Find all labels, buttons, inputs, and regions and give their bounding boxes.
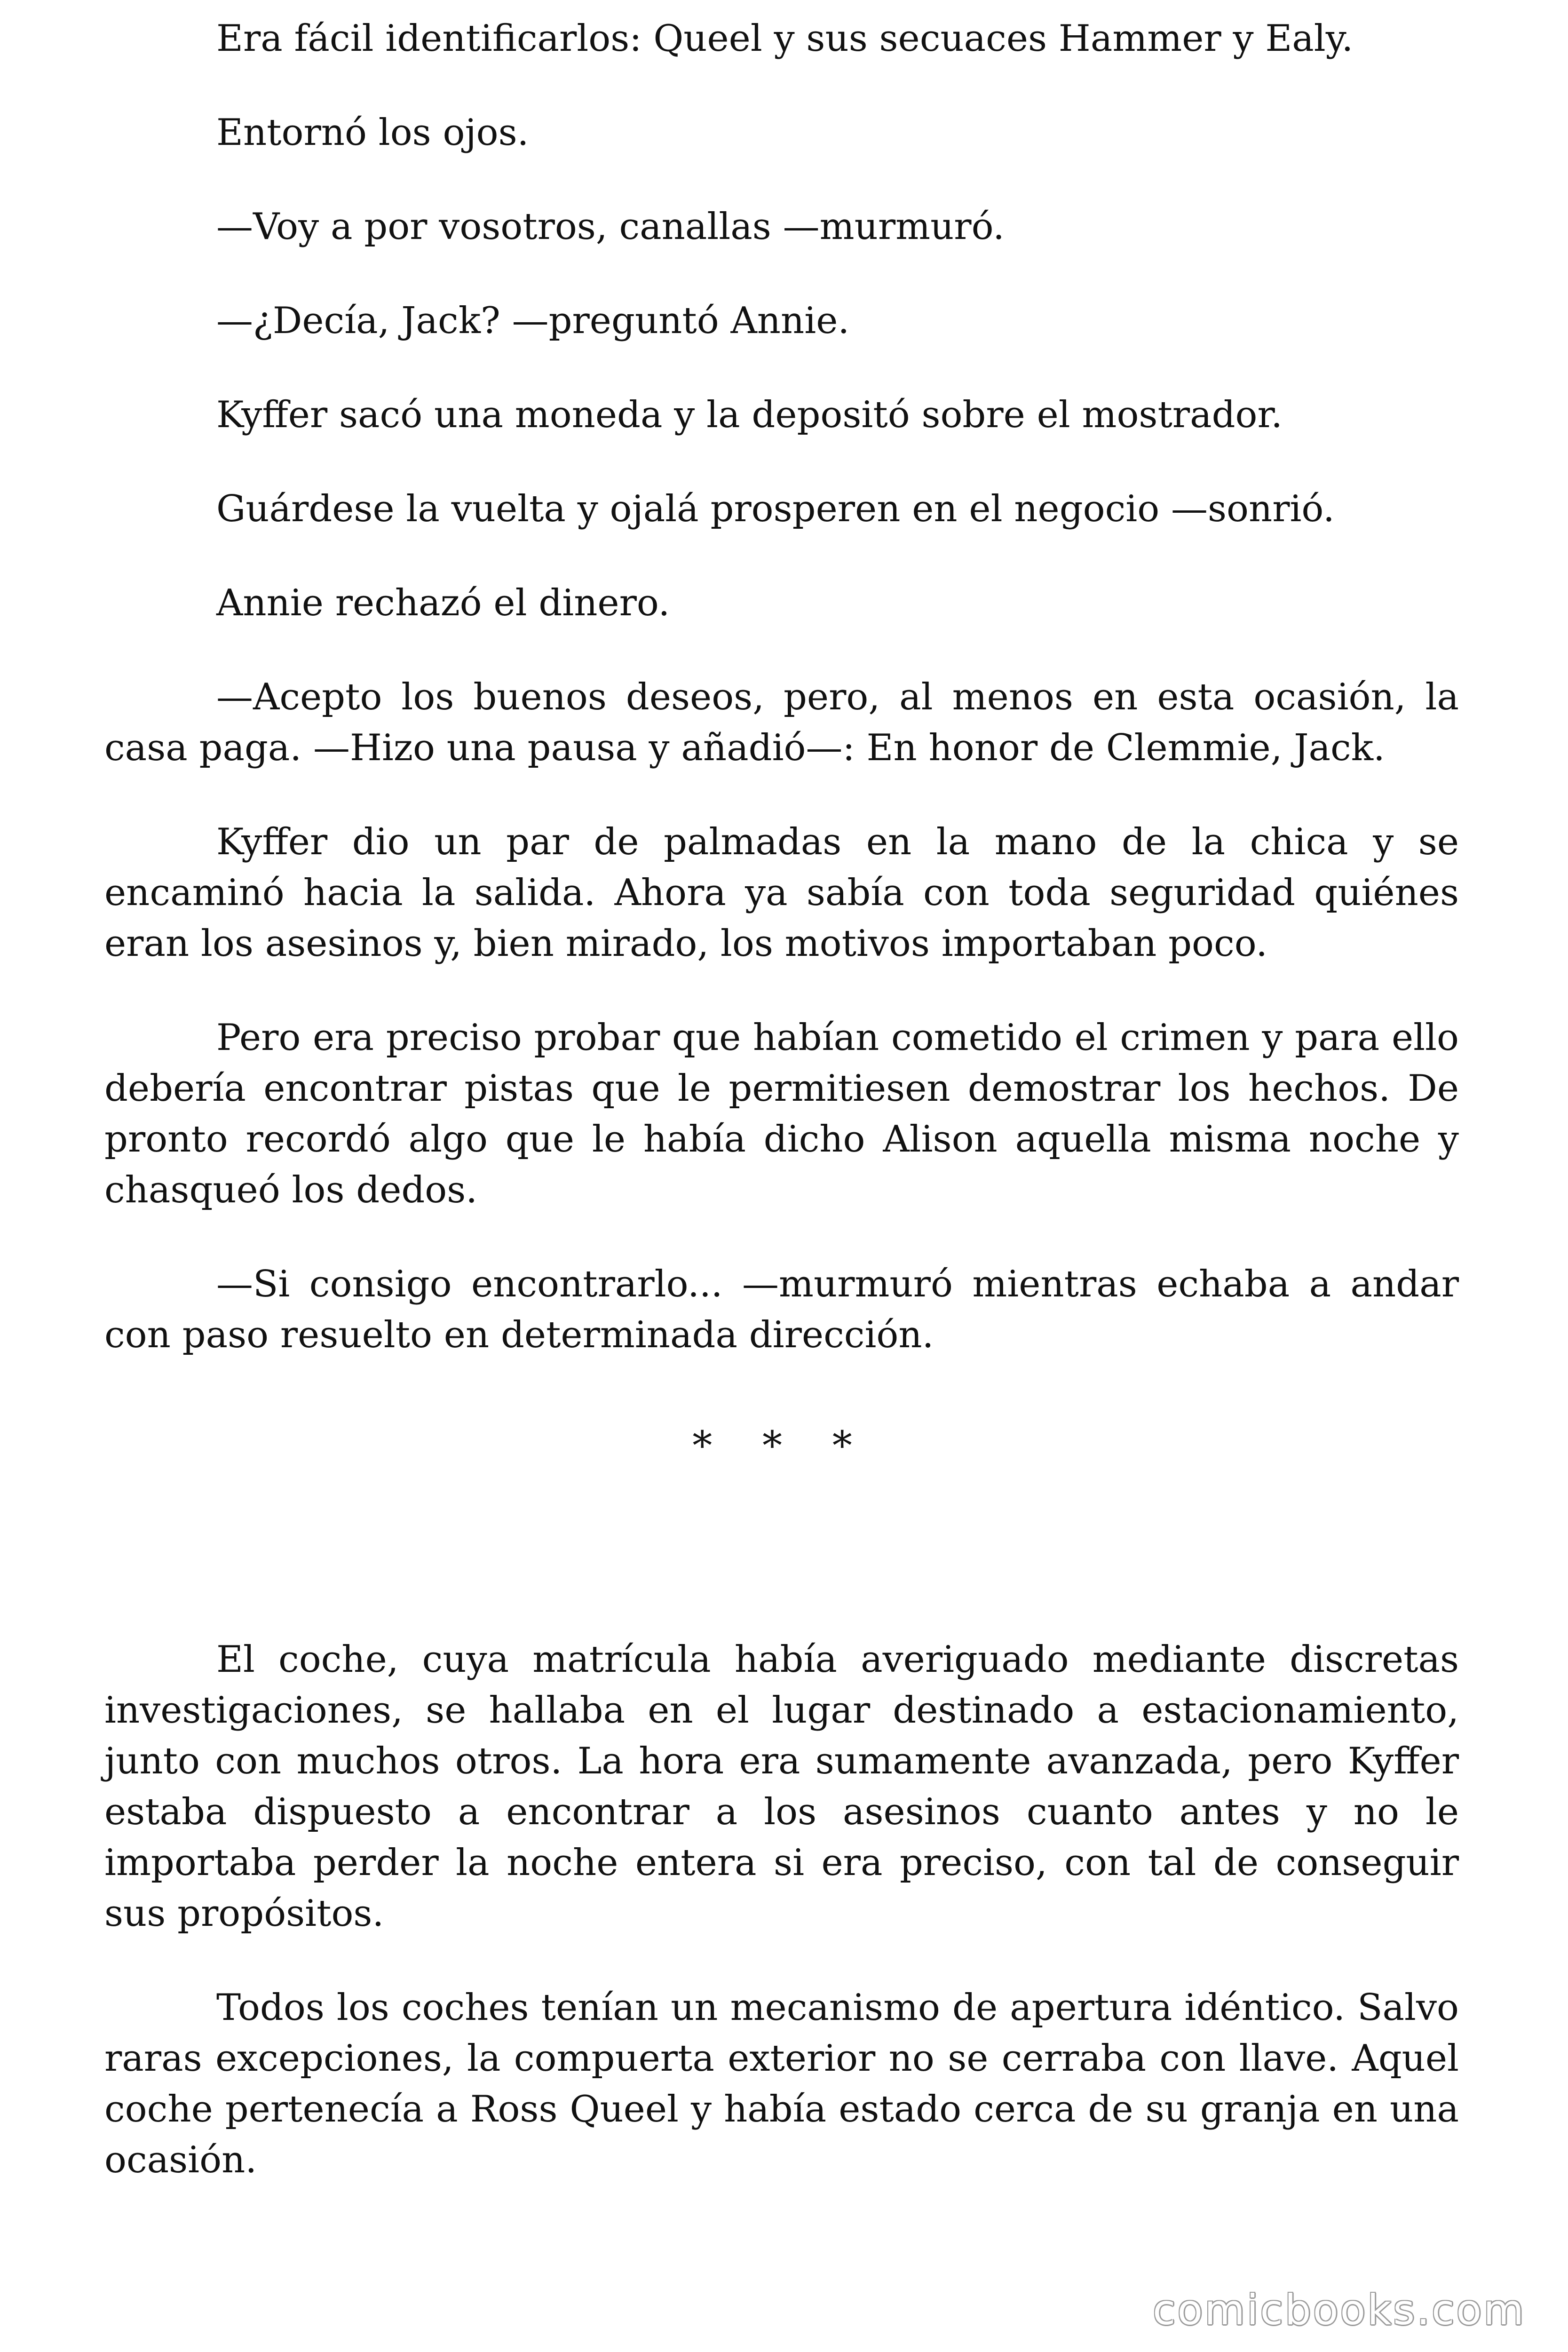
scene-break-stars: * * * xyxy=(692,1422,871,1469)
paragraph-8: —Acepto los buenos deseos, pero, al menos en esta ocasión, la casa paga. —Hizo una pausa y añadió—: En honor de Clemmie, Jack. xyxy=(104,676,1459,769)
paragraph-3: —Voy a por vosotros, canallas —murmuró. xyxy=(216,206,1005,248)
paragraph-6: Guárdese la vuelta y ojalá prosperen en el negocio —sonrió. xyxy=(216,488,1335,530)
paragraph-11: —Si consigo encontrarlo... —murmuró mientras echaba a andar con paso resuelto en determinada dirección. xyxy=(104,1263,1459,1356)
watermark-logo: comicbooks.com xyxy=(1152,2286,1526,2334)
paragraph-7: Annie rechazó el dinero. xyxy=(216,582,670,624)
paragraph-5: Kyffer sacó una moneda y la depositó sobre el mostrador. xyxy=(216,394,1283,436)
paragraph-12: El coche, cuya matrícula había averiguado mediante discretas investigaciones, se hallaba en el lugar destinado a estacionamiento, junto con muchos otros. La hora era sumamente avanzada, pero Kyffer estaba dispuesto a encontrar a los asesinos cuanto antes y no le importaba perder la noche entera si era preciso, con tal de conseguir sus propósitos. xyxy=(104,1638,1459,1935)
paragraph-13: Todos los coches tenían un mecanismo de apertura idéntico. Salvo raras excepciones, la compuerta exterior no se cerraba con llave. Aquel coche pertenecía a Ross Queel y había estado cerca de su granja en una ocasión. xyxy=(104,1986,1459,2181)
paragraph-2: Entornó los ojos. xyxy=(216,111,529,154)
text-column xyxy=(104,13,1459,2229)
scene-break xyxy=(104,1404,1459,1545)
paragraph-4: —¿Decía, Jack? —preguntó Annie. xyxy=(216,300,850,342)
paragraph-1: Era fácil identificarlos: Queel y sus secuaces Hammer y Ealy. xyxy=(216,17,1354,60)
paragraph-9: Kyffer dio un par de palmadas en la mano de la chica y se encaminó hacia la salida. Ahora ya sabía con toda seguridad quiénes eran los asesinos y, bien mirado, los motivos importaban poco. xyxy=(104,821,1459,965)
paragraph-10: Pero era preciso probar que habían cometido el crimen y para ello debería encontrar pistas que le permitiesen demostrar los hechos. De pronto recordó algo que le había dicho Alison aquella misma noche y chasqueó los dedos. xyxy=(104,1017,1459,1211)
